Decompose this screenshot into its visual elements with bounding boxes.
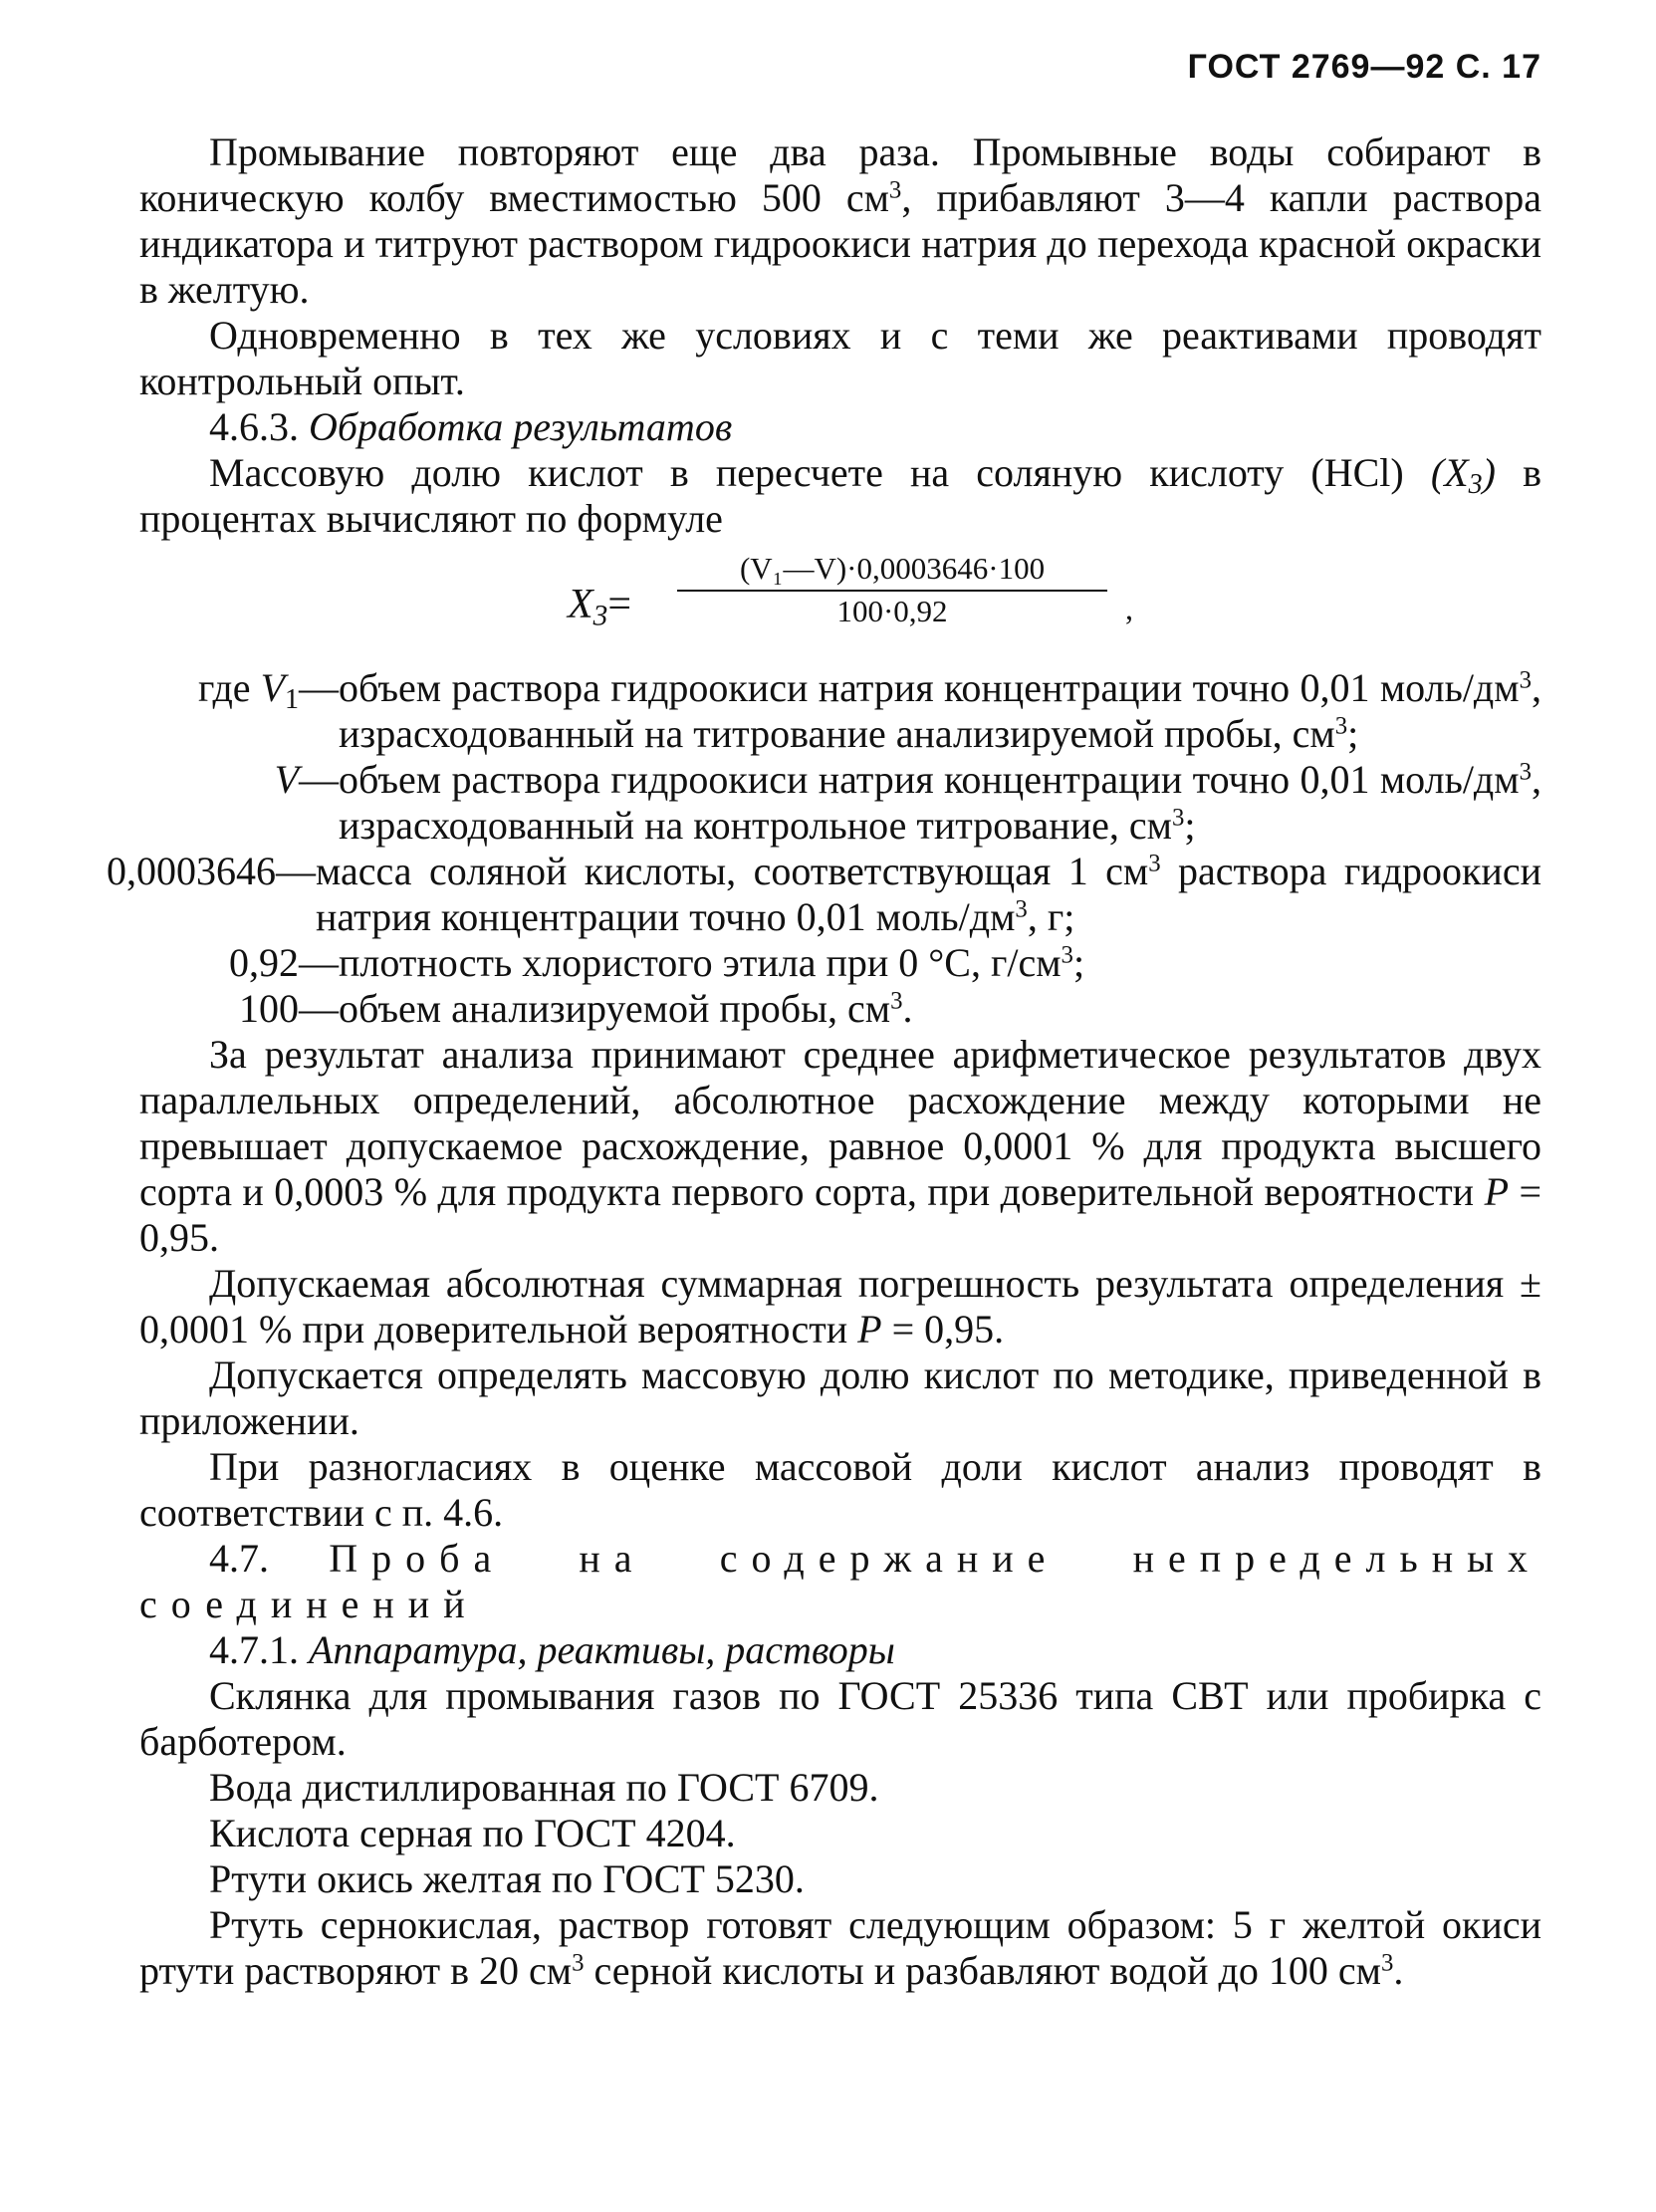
definitions-list: [107, 665, 1542, 1032]
variable-symbol: ): [1482, 450, 1496, 495]
formula-subscript: 3: [592, 600, 608, 632]
formula-symbol: X: [568, 582, 593, 627]
definition-v1: [139, 665, 1541, 757]
paragraph-text: .: [1393, 1948, 1404, 1993]
definition-text-part: ;: [1347, 711, 1359, 756]
definition-term: [139, 757, 299, 803]
paragraph-text: в процентах вычисляют по формуле: [139, 450, 1541, 541]
variable-p: P: [1484, 1169, 1509, 1214]
paragraph-error: [139, 1261, 1541, 1352]
superscript: 3: [1519, 758, 1532, 786]
variable-x3: [1430, 450, 1496, 500]
formula-denominator: 100·0,92: [836, 594, 948, 628]
superscript: 3: [1380, 1949, 1394, 1977]
superscript: 3: [1015, 895, 1028, 923]
definition-text: [339, 940, 1541, 986]
section-heading-4-7: [139, 1536, 1541, 1627]
variable-p: P: [857, 1307, 882, 1352]
paragraph-text: серной кислоты и разбавляют водой до 100 см: [584, 1948, 1381, 1993]
definition-text: [339, 665, 1541, 757]
paragraph-text: Массовую долю кислот в пересчете на соляную кислоту (HCl): [209, 450, 1404, 495]
paragraph-text: За результат анализа принимают среднее арифметическое результатов двух параллельных определений, абсолютное расхождение между которыми не превышает допускаемое расхождение, равное 0,0001 % для продукта высшего сорта и 0,0003 % для продукта первого сорта, при доверительной вероятности: [139, 1032, 1541, 1214]
paragraph-mass-fraction: [139, 450, 1541, 542]
formula-fraction: [677, 548, 1107, 631]
item-sulfuric-acid: Кислота серная по ГОСТ 4204.: [209, 1811, 736, 1855]
section-title: Обработка результатов: [309, 404, 733, 449]
definition-term: 100: [239, 986, 299, 1031]
paragraph-washing: [139, 129, 1541, 313]
paragraph-text: Допускаемая абсолютная суммарная погрешность результата определения ± 0,0001 % при доверительной вероятности: [139, 1261, 1541, 1352]
definition-text-part: , г;: [1027, 894, 1075, 939]
paragraph-text: Промывание повторяют еще два раза. Промывные воды собирают в коническую колбу вместимостью 500 см: [139, 129, 1541, 220]
item-mercury-sulfate: [139, 1902, 1541, 1994]
document-body: [107, 129, 1542, 1994]
definition-text-part: объем раствора гидроокиси натрия концентрации точно 0,01 моль/дм: [339, 665, 1520, 710]
variable-symbol: (X: [1430, 450, 1469, 495]
superscript: 3: [888, 176, 902, 204]
definition-text-part: .: [902, 986, 913, 1031]
superscript: 3: [1061, 941, 1073, 969]
paragraph-text: Ртуть сернокислая, раствор готовят следующим образом: 5 г желтой окиси ртути растворяют в 20 см: [139, 1902, 1541, 1993]
definition-term: 0,92: [229, 940, 299, 985]
superscript: 3: [1171, 804, 1185, 832]
definition-100: [139, 986, 1541, 1032]
definition-text-part: объем анализируемой пробы, см: [339, 986, 891, 1031]
definition-text-part: раствора гидроокиси натрия концентрации точно 0,01 моль/дм: [316, 849, 1542, 939]
definition-text-part: объем раствора гидроокиси натрия концентрации точно 0,01 моль/дм: [339, 757, 1520, 802]
definition-text: [339, 757, 1541, 849]
item-gas-washing-bottle: Склянка для промывания газов по ГОСТ 25336 типа СВТ или пробирка с барботером.: [139, 1673, 1541, 1764]
paragraph-text: = 0,95.: [139, 1169, 1542, 1260]
definition-symbol: V: [260, 665, 285, 710]
paragraph-control-test: Одновременно в тех же условиях и с теми же реактивами проводят контрольный опыт.: [139, 313, 1541, 403]
section-title: Аппаратура, реактивы, растворы: [309, 1627, 895, 1672]
definition-0-92: [139, 940, 1541, 986]
superscript: 3: [1334, 712, 1348, 740]
definition-prefix: где: [198, 665, 261, 710]
definition-subscript: 1: [285, 684, 299, 715]
definition-0-0003646: [107, 849, 1542, 940]
definition-term: [139, 665, 299, 715]
paragraph-text: , прибавляют 3—4 капли раствора индикатора и титруют раствором гидроокиси натрия до перехода красной окраски в желтую.: [139, 175, 1542, 312]
definition-symbol: V: [274, 757, 299, 802]
definition-term: 0,0003646: [107, 849, 276, 893]
section-heading-4-7-1: [139, 1627, 1541, 1673]
paragraph-text: = 0,95.: [881, 1307, 1005, 1352]
definition-v: [139, 757, 1541, 849]
formula-numerator: (V₁—V)·0,0003646·100: [677, 548, 1107, 592]
definition-text-part: , израсходованный на титрование анализируемой пробы, см: [339, 665, 1541, 756]
subscript: 3: [1468, 469, 1483, 500]
definition-text-part: масса соляной кислоты, соответствующая 1 см: [316, 849, 1149, 893]
paragraph-disagreement: При разногласиях в оценке массовой доли кислот анализ проводят в соответствии с п. 4.6.: [139, 1444, 1541, 1535]
section-title: Проба на содержание непредельных соединений: [139, 1536, 1541, 1626]
item-mercury-oxide: Ртути окись желтая по ГОСТ 5230.: [209, 1856, 805, 1901]
definition-text-part: ;: [1184, 803, 1196, 848]
item-distilled-water: Вода дистиллированная по ГОСТ 6709.: [209, 1765, 879, 1810]
definition-text-part: , израсходованный на контрольное титрование, см: [339, 757, 1541, 848]
formula-x3: [139, 548, 1541, 655]
section-heading-4-6-3: [139, 404, 1541, 450]
definition-text: [339, 986, 1541, 1032]
superscript: 3: [572, 1949, 585, 1977]
section-number: 4.7.: [209, 1536, 269, 1581]
definition-dash: —: [299, 665, 339, 710]
superscript: 3: [1519, 666, 1532, 694]
paragraph-result: [139, 1032, 1541, 1261]
definition-dash: —: [299, 757, 339, 802]
running-header: ГОСТ 2769—92 С. 17: [1187, 48, 1541, 86]
definition-dash: —: [276, 849, 316, 893]
formula-comma: ,: [1125, 591, 1133, 626]
formula-lhs: [568, 582, 632, 632]
definition-text: [316, 849, 1541, 940]
definition-dash: —: [299, 940, 339, 985]
superscript: 3: [890, 987, 903, 1015]
section-number: 4.6.3.: [209, 404, 299, 449]
paragraph-method-appendix: Допускается определять массовую долю кислот по методике, приведенной в приложении.: [139, 1352, 1541, 1443]
definition-dash: —: [299, 986, 339, 1031]
formula-equals: =: [607, 582, 632, 627]
superscript: 3: [1148, 850, 1161, 877]
definition-text-part: ;: [1072, 940, 1085, 985]
definition-text-part: плотность хлористого этила при 0 °С, г/см: [339, 940, 1062, 985]
section-number: 4.7.1.: [209, 1627, 299, 1672]
